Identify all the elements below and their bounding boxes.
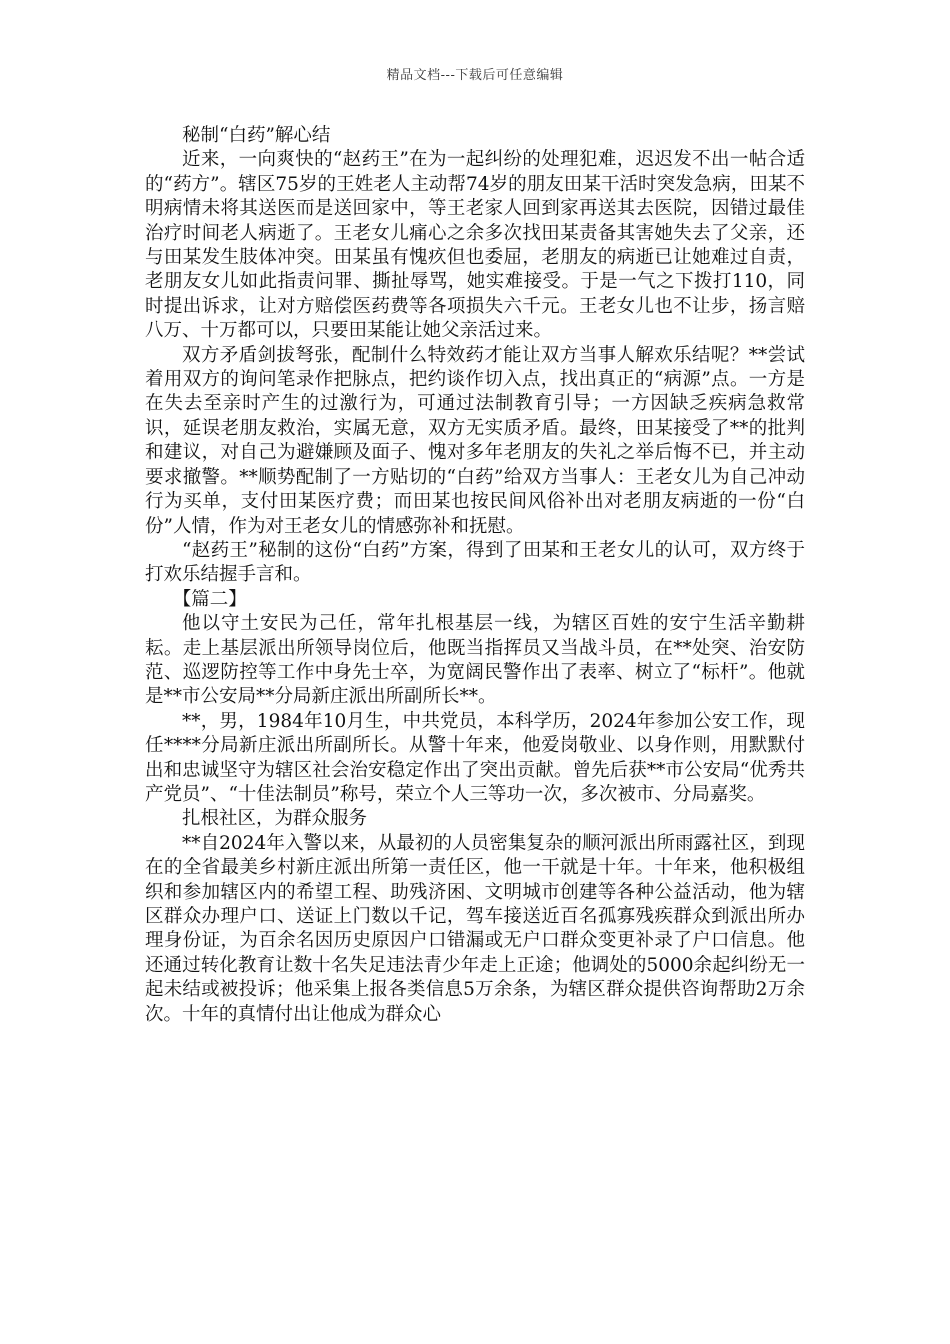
section-label: 【篇二】 xyxy=(172,588,247,610)
article-title: 秘制“白药”解心结 xyxy=(182,125,331,146)
paragraph: 双方矛盾剑拔弩张，配制什么特效药才能让双方当事人解欢乐结呢？**尝试着用双方的询问笔录作把脉点，把约谈作切入点，找出真正的“病源”点。一方是在失去至亲时产生的过激行为，可通过法制教育引导；一方因缺乏疾病急救常识，延误老朋友救治，实属无意，双方无实质矛盾。最终，田某接受了**的批判和建议，对自己为避嫌顾及面子、愧对多年老朋友的失礼之举后悔不已，并主动要求撤警。**顺势配制了一方贴切的“白药”给双方当事人：王老女儿为自己冲动行为买单，支付田某医疗费；而田某也按民间风俗补出对老朋友病逝的一份“白份”人情，作为对王老女儿的情感弥补和抚慰。 xyxy=(145,344,805,537)
paragraph: 他以守土安民为己任，常年扎根基层一线，为辖区百姓的安宁生活辛勤耕耘。走上基层派出所领导岗位后，他既当指挥员又当战斗员，在**处突、治安防范、巡逻防控等工作中身先士卒，为宽阔民警作出了表率、树立了“标杆”。他就是**市公安局**分局新庄派出所副所长**。 xyxy=(145,613,805,708)
paragraph: “赵药王”秘制的这份“白药”方案，得到了田某和王老女儿的认可，双方终于打欢乐结握手言和。 xyxy=(145,539,805,586)
subheading: 扎根社区，为群众服务 xyxy=(182,808,368,830)
paragraph: **自2024年入警以来，从最初的人员密集复杂的顺河派出所雨露社区，到现在的全省最美乡村新庄派出所第一责任区，他一干就是十年。十年来，他积极组织和参加辖区内的希望工程、助残济困、文明城市创建等各种公益活动，他为辖区群众办理户口、送证上门数以千记，驾车接送近百名孤寡残疾群众到派出所办理身份证，为百余名因历史原因户口错漏或无户口群众变更补录了户口信息。他还通过转化教育让数十名失足违法青少年走上正途；他调处的5000余起纠纷无一起未结或被投诉；他采集上报各类信息5万余条，为辖区群众提供咨询帮助2万余次。十年的真情付出让他成为群众心 xyxy=(145,832,805,1025)
document-body xyxy=(145,124,805,1027)
paragraph: **，男，1984年10月生，中共党员，本科学历，2024年参加公安工作，现任****分局新庄派出所副所长。从警十年来，他爱岗敬业、以身作则，用默默付出和忠诚坚守为辖区社会治安稳定作出了突出贡献。曾先后获**市公安局“优秀共产党员”、“十佳法制员”称号，荣立个人三等功一次，多次被市、分局嘉奖。 xyxy=(145,710,805,805)
paragraph: 近来，一向爽快的“赵药王”在为一起纠纷的处理犯难，迟迟发不出一帖合适的“药方”。辖区75岁的王姓老人主动帮74岁的朋友田某干活时突发急病，田某不明病情未将其送医而是送回家中，等王老家人回到家再送其去医院，因错过最佳治疗时间老人病逝了。王老女儿痛心之余多次找田某责备其害她失去了父亲，还与田某发生肢体冲突。田某虽有愧疚但也委屈，老朋友的病逝已让她难过自责，老朋友女儿如此指责问罪、撕扯辱骂，她实难接受。于是一气之下拨打110，同时提出诉求，让对方赔偿医药费等各项损失六千元。王老女儿也不让步，扬言赔八万、十万都可以，只要田某能让她父亲活过来。 xyxy=(145,149,805,342)
page-header: 精品文档---下载后可任意编辑 xyxy=(386,68,564,83)
